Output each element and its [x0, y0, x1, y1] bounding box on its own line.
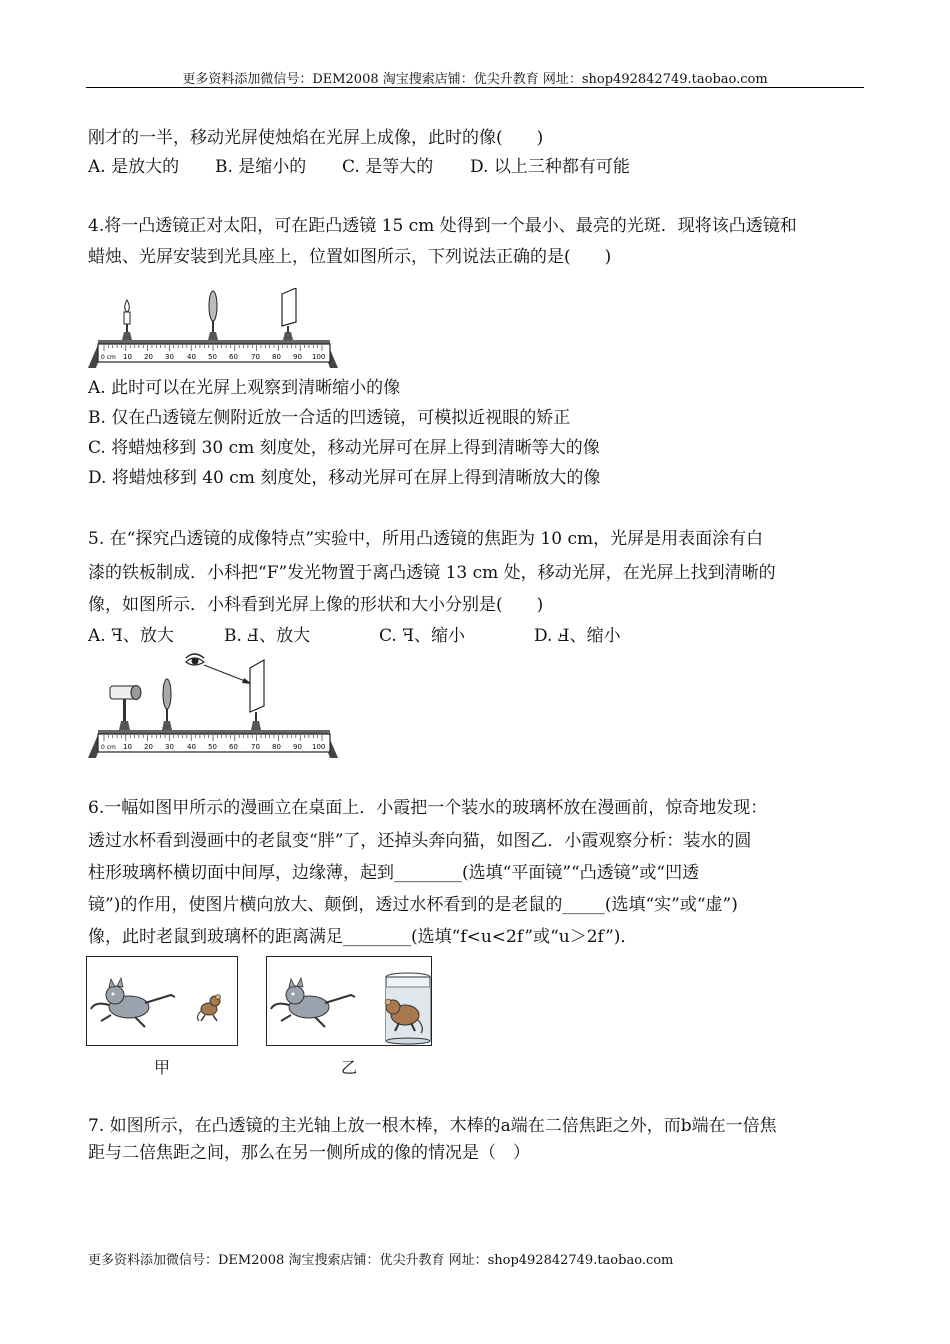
ruler-tick-label-80: 80	[272, 353, 281, 361]
q5-line-2: 漆的铁板制成．小科把“F”发光物置于离凸透镜 13 cm 处，移动光屏，在光屏上找到清晰的	[88, 563, 776, 583]
ruler-tick-label-70: 70	[251, 743, 260, 751]
q5-line-3: 像，如图所示．小科看到光屏上像的形状和大小分别是( )	[88, 595, 544, 615]
q6-line-4: 镜”)的作用，使图片横向放大、颠倒，透过水杯看到的是老鼠的_____(选填“实”或“虚”)	[88, 895, 738, 915]
q4-line-1: 4.将一凸透镜正对太阳，可在距凸透镜 15 cm 处得到一个最小、最亮的光斑．现将该凸透镜和	[88, 216, 797, 236]
ruler-tick-label-100: 100	[312, 353, 326, 361]
ruler-tick-label-30: 30	[165, 353, 174, 361]
ruler-tick-label-10: 10	[123, 743, 132, 751]
ruler-tick-label-50: 50	[208, 353, 217, 361]
ruler-tick-label-60: 60	[229, 743, 238, 751]
candle	[122, 300, 132, 340]
q6-caption-yi: 乙	[341, 1058, 358, 1077]
q4-option-d: D. 将蜡烛移到 40 cm 刻度处，移动光屏可在屏上得到清晰放大的像	[88, 468, 601, 488]
header-divider	[86, 87, 864, 88]
q3-option-b: B. 是缩小的	[215, 157, 307, 177]
ruler-tick-label-50: 50	[208, 743, 217, 751]
cat-illustration	[271, 978, 355, 1027]
q6-line-1: 6.一幅如图甲所示的漫画立在桌面上．小霞把一个装水的玻璃杯放在漫画前，惊奇地发现：	[88, 798, 768, 818]
q6-line-2: 透过水杯看到漫画中的老鼠变“胖”了，还掉头奔向猫，如图乙．小霞观察分析：装水的圆	[88, 831, 752, 851]
ruler-tick-label-40: 40	[187, 743, 196, 751]
cartoon-with-water-glass	[267, 957, 431, 1045]
bench-rail	[98, 340, 330, 344]
q5-option-a: A. ꟻ、放大	[88, 626, 174, 646]
ruler-tick-label-90: 90	[293, 743, 302, 751]
q5-line-1: 5. 在“探究凸透镜的成像特点”实验中，所用凸透镜的焦距为 10 cm，光屏是用表面涂有白	[88, 529, 764, 549]
q3-option-c: C. 是等大的	[342, 157, 434, 177]
f-light-source	[110, 686, 141, 731]
q3-option-a: A. 是放大的	[88, 157, 180, 177]
light-screen	[282, 288, 296, 340]
ruler-tick-label-20: 20	[144, 743, 153, 751]
q5-option-b: B. Ⅎ、放大	[224, 626, 311, 646]
convex-lens	[208, 291, 218, 340]
q3-options	[88, 156, 630, 178]
q6-line-5: 像，此时老鼠到玻璃杯的距离满足________(选填“f<u<2f”或“u＞2f”)．	[88, 927, 638, 947]
q4-option-b: B. 仅在凸透镜左侧附近放一合适的凹透镜，可模拟近视眼的矫正	[88, 408, 571, 428]
eye-icon	[186, 654, 204, 665]
page-footer: 更多资料添加微信号：DEM2008 淘宝搜索店铺：优尖升教育 网址：shop492842749.taobao.com	[88, 1253, 674, 1268]
ruler-tick-label-40: 40	[187, 353, 196, 361]
q4-option-c: C. 将蜡烛移到 30 cm 刻度处，移动光屏可在屏上得到清晰等大的像	[88, 438, 600, 458]
cat-illustration	[91, 978, 175, 1027]
q7-line-1: 7. 如图所示，在凸透镜的主光轴上放一根木棒，木棒的a端在二倍焦距之外，而b端在一倍焦	[88, 1116, 777, 1136]
ruler-tick-label-60: 60	[229, 353, 238, 361]
q3-option-d: D. 以上三种都有可能	[470, 157, 630, 177]
q4-line-2: 蜡烛、光屏安装到光具座上，位置如图所示，下列说法正确的是( )	[88, 247, 612, 267]
ruler-tick-label-10: 10	[123, 353, 132, 361]
cartoon-cat-chasing-mouse	[87, 957, 237, 1045]
q5-optical-bench-figure	[86, 650, 348, 760]
ruler-tick-label-80: 80	[272, 743, 281, 751]
q7-line-2: 距与二倍焦距之间，那么在另一侧所成的像的情况是（ ）	[88, 1143, 530, 1163]
ruler-unit-label: 0 cm	[101, 354, 116, 361]
convex-lens	[162, 679, 172, 730]
ruler-tick-label-30: 30	[165, 743, 174, 751]
q3-stem: 刚才的一半，移动光屏使烛焰在光屏上成像，此时的像( )	[88, 128, 544, 148]
q5-option-c: C. ꟻ、缩小	[379, 626, 466, 646]
ruler-unit-label: 0 cm	[101, 744, 116, 751]
q6-line-3: 柱形玻璃杯横切面中间厚，边缘薄，起到________(选填“平面镜”“凸透镜”或“凹透	[88, 863, 700, 883]
q4-optical-bench-figure	[86, 288, 348, 370]
q6-caption-jia: 甲	[154, 1058, 171, 1077]
q5-option-d: D. Ⅎ、缩小	[534, 626, 621, 646]
q4-option-a: A. 此时可以在光屏上观察到清晰缩小的像	[88, 378, 401, 398]
ruler-tick-label-20: 20	[144, 353, 153, 361]
light-screen	[250, 660, 264, 730]
q5-options	[88, 625, 621, 647]
q6-figure-yi	[266, 956, 432, 1046]
ruler-tick-label-70: 70	[251, 353, 260, 361]
mouse-illustration	[197, 995, 220, 1022]
ruler-tick-label-90: 90	[293, 353, 302, 361]
ruler-tick-label-100: 100	[312, 743, 326, 751]
page-header: 更多资料添加微信号：DEM2008 淘宝搜索店铺：优尖升教育 网址：shop492842749.taobao.com	[182, 72, 768, 87]
q6-figure-jia	[86, 956, 238, 1046]
